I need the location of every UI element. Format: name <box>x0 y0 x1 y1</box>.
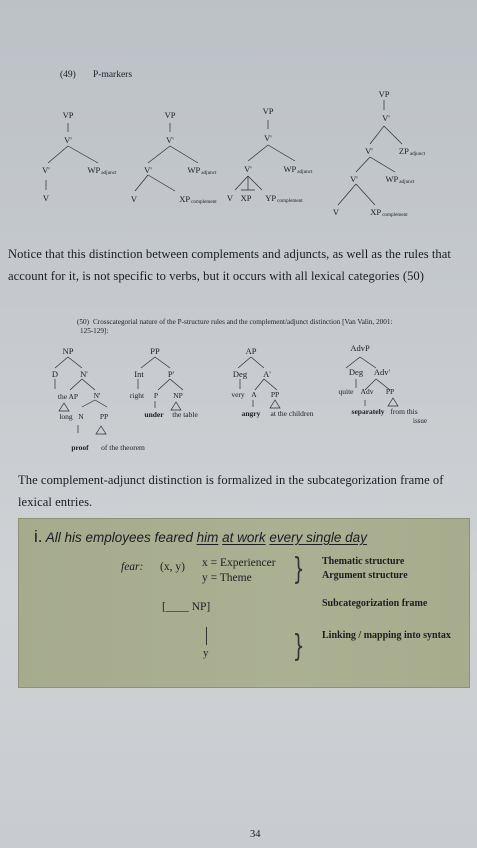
example-sentence <box>34 527 367 547</box>
ap-angry: angry <box>241 409 261 418</box>
advp-advbar: Adv' <box>373 367 391 377</box>
sentence-start: All his employees feared <box>45 530 197 545</box>
paragraph-subcategorization: The complement-adjunct distinction is formalized in the subcategorization frame of lexical entries. <box>18 473 444 509</box>
t4-vbar2: V' <box>365 146 373 156</box>
lexeme-fear: fear: <box>121 561 144 573</box>
label-argument-structure: Argument structure <box>322 570 408 581</box>
t4-v: V <box>332 207 340 217</box>
example-marker: i. <box>34 527 43 546</box>
t4-vbar: V' <box>382 113 390 123</box>
t3-vbar: V' <box>264 133 272 143</box>
np-long: long <box>59 412 73 421</box>
t3-wp: WPadjunct <box>283 164 313 175</box>
t1-wp: WPadjunct <box>87 165 117 176</box>
y-role: y = Theme <box>202 572 252 584</box>
brace-linking: } <box>292 629 305 664</box>
sentence-every-single-day: every single day <box>269 530 367 545</box>
advp-root: AdvP <box>350 343 370 353</box>
advp-issue: issue <box>413 417 427 425</box>
t3-v: V <box>226 193 234 203</box>
lexical-entry-box <box>18 518 470 688</box>
t3-vbar2: V' <box>244 164 252 174</box>
np-n: N <box>78 412 84 421</box>
t4-zp: ZPadjunct <box>398 146 426 157</box>
example-49-title: P-markers <box>93 70 133 80</box>
ap-root: AP <box>245 346 257 356</box>
linking-line <box>206 627 207 645</box>
t4-vbar3: V' <box>350 174 358 184</box>
pp-pbar: P' <box>167 369 175 379</box>
label-linking-mapping: Linking / mapping into syntax <box>322 630 451 641</box>
pp-np: NP <box>173 391 183 400</box>
pp-int: Int <box>134 369 144 379</box>
pp-p: P <box>153 391 159 400</box>
pp-table: the table <box>172 410 198 419</box>
t1-v: V <box>42 193 50 203</box>
advp-pp: PP <box>385 387 395 396</box>
sentence-at-work: at work <box>222 530 266 545</box>
ap-very: very <box>231 390 245 399</box>
np-root: NP <box>62 346 74 356</box>
t2-v: V <box>130 194 138 204</box>
ap-pp: PP <box>270 390 280 399</box>
example-50-caption: Crosscategorial nature of the P-structure rules and the complement/adjunct distinction [Van Valin, 2001: 125-129]: <box>80 318 393 335</box>
x-role: x = Experiencer <box>202 557 276 569</box>
subcat-frame: [____ NP] <box>162 601 211 613</box>
advp-adv: Adv <box>360 387 374 396</box>
paragraph-complements-adjuncts: Notice that this distinction between complements and adjuncts, as well as the rules that account for it, is not specific to verbs, but it occurs with all lexical categories (50) <box>8 247 451 283</box>
pp-right: right <box>129 391 145 400</box>
advp-quite: quite <box>338 387 354 396</box>
t4-xp: XPcomplement <box>370 207 408 218</box>
t3-vp: VP <box>262 106 274 116</box>
pp-root: PP <box>150 346 160 356</box>
ap-abar: A' <box>263 369 271 379</box>
np-pp: PP <box>99 412 109 421</box>
t3-yp: YPcomplement <box>265 193 303 204</box>
ap-deg: Deg <box>232 369 248 379</box>
argument-list: (x, y) <box>160 561 185 573</box>
example-49-number: (49) <box>60 70 76 80</box>
label-thematic-structure: Thematic structure <box>322 556 405 567</box>
t1-vbar2: V' <box>42 165 50 175</box>
ap-children: at the children <box>270 409 314 418</box>
ap-a: A <box>251 390 257 399</box>
label-subcategorization-frame: Subcategorization frame <box>322 598 428 609</box>
t1-vbar: V' <box>64 135 72 145</box>
np-nbar: N' <box>80 369 88 379</box>
page-number: 34 <box>250 829 261 840</box>
pp-under: under <box>144 410 164 419</box>
t4-wp: WPadjunct <box>385 174 415 185</box>
np-d: D <box>51 369 59 379</box>
advp-from: from this <box>390 407 418 416</box>
t3-xp: XP <box>240 193 252 203</box>
advp-separately: separately <box>351 407 385 416</box>
t4-vp: VP <box>378 89 390 99</box>
sentence-him: him <box>196 530 219 545</box>
brace-structure: } <box>292 552 305 587</box>
np-the-ap: the AP <box>57 392 79 401</box>
t2-vbar2: V' <box>144 165 152 175</box>
np-proof: proof <box>71 443 89 452</box>
t2-xp: XPcomplement <box>179 194 217 205</box>
t2-vbar: V' <box>166 135 174 145</box>
linking-y: y <box>203 647 209 659</box>
advp-deg: Deg <box>348 367 364 377</box>
t2-wp: WPadjunct <box>187 165 217 176</box>
example-50-number: (50) <box>77 318 89 326</box>
np-nbar2: N' <box>93 391 101 400</box>
t1-vp: VP <box>62 110 74 120</box>
t2-vp: VP <box>164 110 176 120</box>
np-theorem: of the theorem <box>101 443 145 452</box>
